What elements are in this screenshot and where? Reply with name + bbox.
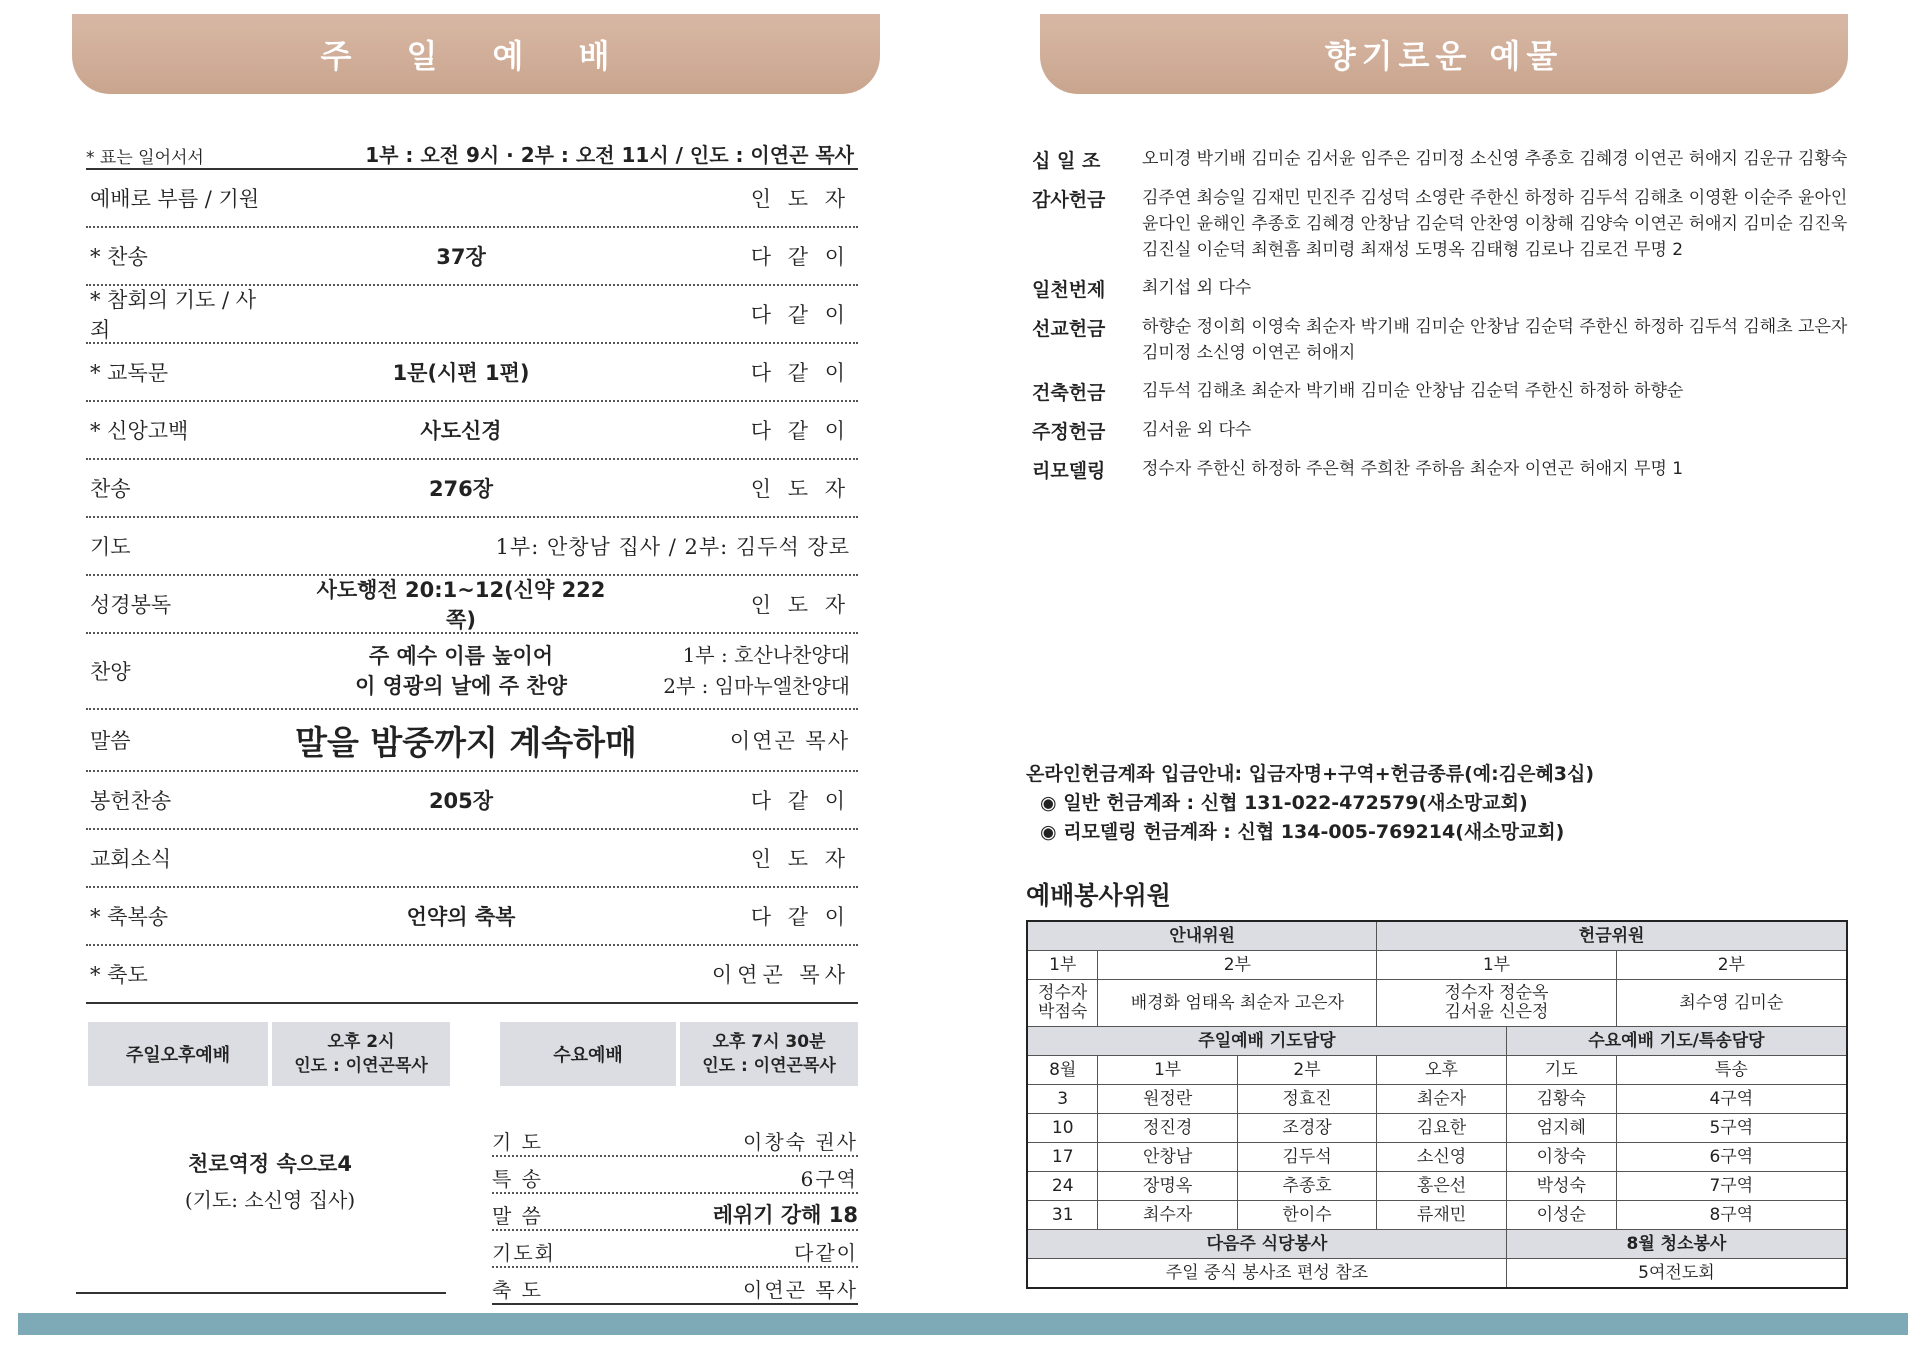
serve-cell: 장명옥 xyxy=(1098,1172,1237,1201)
offering-row xyxy=(1032,417,1852,444)
offering-p1: 1부 xyxy=(1377,951,1616,980)
order-leader: 이연곤 목사 xyxy=(711,963,850,987)
serve-cell: 최수자 xyxy=(1098,1201,1237,1230)
meal-header: 다음주 식당봉사 xyxy=(1027,1230,1506,1259)
serve-col-header: 1부 xyxy=(1098,1056,1237,1085)
serve-row xyxy=(1027,1114,1847,1143)
choir-song-2: 이 영광의 날에 주 찬양 xyxy=(355,674,567,698)
sunday-worship-banner: 주 일 예 배 xyxy=(72,14,880,94)
serve-cell: 이창숙 xyxy=(1506,1143,1616,1172)
meal-value: 주일 중식 봉사조 편성 참조 xyxy=(1027,1259,1506,1289)
order-leader: 다 같 이 xyxy=(750,361,850,385)
order-label: 봉헌찬송 xyxy=(90,789,172,813)
offering-names: 최기섭 외 다수 xyxy=(1142,278,1252,298)
serve-cell: 7구역 xyxy=(1616,1172,1847,1201)
wednesday-leader: 인도 : 이연곤목사 xyxy=(702,1056,836,1076)
serve-title: 예배봉사위원 xyxy=(1026,881,1171,910)
serve-cell: 조경장 xyxy=(1237,1114,1376,1143)
order-row xyxy=(86,518,858,576)
sunday-prayer-header: 주일예배 기도담당 xyxy=(1027,1027,1506,1056)
order-leader: 다 같 이 xyxy=(750,905,850,929)
sermon-title: 말을 밤중까지 계속하매 xyxy=(295,722,637,762)
offering-row xyxy=(1032,378,1852,405)
order-label: * 신앙고백 xyxy=(90,419,189,443)
serve-cell: 5구역 xyxy=(1616,1114,1847,1143)
offering-1a: 정수자 정순옥 xyxy=(1444,983,1549,1003)
wednesday-row xyxy=(492,1231,858,1268)
offerings-banner: 향기로운 예물 xyxy=(1040,14,1848,94)
order-label: 기도 xyxy=(90,535,131,559)
standing-note: * 표는 일어서서 xyxy=(86,148,204,168)
serve-row xyxy=(1027,1201,1847,1230)
order-row xyxy=(86,170,858,228)
order-item: 205장 xyxy=(428,789,494,813)
serve-cell: 엄지혜 xyxy=(1506,1114,1616,1143)
order-leader: 인 도 자 xyxy=(750,187,850,211)
serve-cell: 이성순 xyxy=(1506,1201,1616,1230)
serve-col-header: 기도 xyxy=(1506,1056,1616,1085)
serve-cell: 4구역 xyxy=(1616,1085,1847,1114)
clean-header: 8월 청소봉사 xyxy=(1506,1230,1847,1259)
order-label: 찬송 xyxy=(90,477,131,501)
wednesday-service-time xyxy=(680,1022,858,1086)
offering-row xyxy=(1032,146,1852,173)
order-item: 1문(시편 1편) xyxy=(392,361,530,385)
offering-2: 최수영 김미순 xyxy=(1616,980,1847,1027)
usher-header: 안내위원 xyxy=(1027,921,1377,951)
offering-p2: 2부 xyxy=(1616,951,1847,980)
offering-type: 선교헌금 xyxy=(1032,318,1106,340)
bank-info xyxy=(1026,760,1594,847)
wednesday-key: 기도회 xyxy=(492,1241,556,1265)
serve-cell: 17 xyxy=(1027,1143,1098,1172)
offering-names: 하향순 정이희 이영숙 최순자 박기배 김미순 안창남 김순덕 주한신 하정하 김두석 김해초 고은자 김미정 소신영 이연곤 허애지 xyxy=(1142,317,1848,363)
serve-cell: 한이수 xyxy=(1237,1201,1376,1230)
usher-p1: 1부 xyxy=(1027,951,1098,980)
wednesday-time: 오후 7시 30분 xyxy=(712,1032,826,1052)
offerings-list xyxy=(1032,146,1852,495)
wed-prayer-header: 수요예배 기도/특송담당 xyxy=(1506,1027,1847,1056)
order-leader: 인 도 자 xyxy=(750,593,850,617)
usher-p2: 2부 xyxy=(1098,951,1377,980)
serve-col-header: 특송 xyxy=(1616,1056,1847,1085)
service-times: 1부 : 오전 9시 · 2부 : 오전 11시 / 인도 : 이연곤 목사 xyxy=(365,143,854,167)
order-label: 교회소식 xyxy=(90,847,172,871)
wednesday-key: 말 씀 xyxy=(492,1204,543,1228)
order-label: * 찬송 xyxy=(90,245,148,269)
offering-names: 오미경 박기배 김미순 김서윤 임주은 김미정 소신영 추종호 김혜경 이연곤 허애지 김운규 김황숙 xyxy=(1142,149,1848,169)
wednesday-value: 6구역 xyxy=(800,1167,858,1191)
choir-song-1: 주 예수 이름 높이어 xyxy=(368,644,554,668)
serve-cell: 박성숙 xyxy=(1506,1172,1616,1201)
choir-2: 2부 : 임마누엘찬양대 xyxy=(663,674,850,698)
wednesday-service-name: 수요예배 xyxy=(500,1022,676,1086)
order-item: 276장 xyxy=(428,477,494,501)
order-item: 사도신경 xyxy=(420,419,502,443)
afternoon-sermon xyxy=(90,1148,450,1213)
serve-col-header: 2부 xyxy=(1237,1056,1376,1085)
afternoon-service-name: 주일오후예배 xyxy=(88,1022,268,1086)
divider xyxy=(76,1292,446,1294)
wednesday-value: 이창숙 권사 xyxy=(743,1130,858,1154)
serve-table xyxy=(1026,920,1848,1289)
serve-row xyxy=(1027,1143,1847,1172)
preacher: 이연곤 목사 xyxy=(729,729,850,753)
remodel-account: ◉ 리모델링 헌금계좌 : 신협 134-005-769214(새소망교회) xyxy=(1040,821,1565,843)
order-leader: 인 도 자 xyxy=(750,847,850,871)
afternoon-service-time xyxy=(272,1022,450,1086)
order-leader: 인 도 자 xyxy=(750,477,850,501)
wednesday-key: 특 송 xyxy=(492,1167,543,1191)
serve-cell: 김요한 xyxy=(1377,1114,1507,1143)
serve-cell: 원정란 xyxy=(1098,1085,1237,1114)
choir-songs xyxy=(316,640,606,700)
order-item: 사도행전 20:1~12(신약 222쪽) xyxy=(316,578,606,632)
order-row xyxy=(86,402,858,460)
offering-type: 주정헌금 xyxy=(1032,421,1106,443)
order-label: * 축도 xyxy=(90,963,148,987)
order-row xyxy=(86,344,858,402)
offering-type: 감사헌금 xyxy=(1032,189,1106,211)
wednesday-value: 이연곤 목사 xyxy=(743,1278,858,1302)
offering-header: 헌금위원 xyxy=(1377,921,1847,951)
order-row xyxy=(86,946,858,1004)
offering-row xyxy=(1032,456,1852,483)
serve-cell: 김황숙 xyxy=(1506,1085,1616,1114)
wednesday-row xyxy=(492,1268,858,1305)
wednesday-order xyxy=(492,1120,858,1305)
offering-type: 일천번제 xyxy=(1032,279,1106,301)
offering-row xyxy=(1032,275,1852,302)
order-row xyxy=(86,576,858,634)
bank-guide: 온라인헌금계좌 입금안내: 입금자명+구역+헌금종류(예:김은혜3십) xyxy=(1026,763,1595,785)
wednesday-value: 레위기 강해 18 xyxy=(712,1203,858,1227)
offering-row xyxy=(1032,314,1852,366)
offering-1b: 김서윤 신은정 xyxy=(1444,1002,1549,1022)
order-leader: 다 같 이 xyxy=(750,789,850,813)
order-row xyxy=(86,888,858,946)
serve-col-header: 오후 xyxy=(1377,1056,1507,1085)
order-leader: 다 같 이 xyxy=(750,245,850,269)
serve-cell: 소신영 xyxy=(1377,1143,1507,1172)
order-label: 말씀 xyxy=(90,729,131,753)
order-item: 37장 xyxy=(436,245,486,269)
order-item: 언약의 축복 xyxy=(406,905,516,929)
order-of-service xyxy=(86,130,858,1004)
wednesday-key: 축 도 xyxy=(492,1278,543,1302)
choir-names xyxy=(663,640,850,702)
serve-cell: 홍은선 xyxy=(1377,1172,1507,1201)
serve-cell: 안창남 xyxy=(1098,1143,1237,1172)
serve-cell: 류재민 xyxy=(1377,1201,1507,1230)
order-row xyxy=(86,830,858,888)
general-account: ◉ 일반 헌금계좌 : 신협 131-022-472579(새소망교회) xyxy=(1040,792,1528,814)
serve-col-header: 8월 xyxy=(1027,1056,1098,1085)
usher-1: 정수자 박점숙 xyxy=(1027,980,1098,1027)
serve-cell: 10 xyxy=(1027,1114,1098,1143)
afternoon-prayer: (기도: 소신영 집사) xyxy=(184,1188,356,1212)
order-leader: 다 같 이 xyxy=(750,303,850,327)
serve-cell: 정효진 xyxy=(1237,1085,1376,1114)
serve-cell: 8구역 xyxy=(1616,1201,1847,1230)
order-header xyxy=(86,130,858,170)
offering-names: 정수자 주한신 하정하 주은혁 주희찬 주하음 최순자 이연곤 허애지 무명 1 xyxy=(1142,459,1684,479)
afternoon-leader: 인도 : 이연곤목사 xyxy=(294,1056,428,1076)
order-label: * 축복송 xyxy=(90,905,169,929)
offering-type: 리모델링 xyxy=(1032,460,1106,482)
offering-row xyxy=(1032,185,1852,263)
bottom-bar xyxy=(18,1313,1908,1335)
offering-type: 십 일 조 xyxy=(1032,150,1101,172)
serve-cell: 6구역 xyxy=(1616,1143,1847,1172)
wednesday-key: 기 도 xyxy=(492,1130,543,1154)
order-label: 예배로 부름 / 기원 xyxy=(90,187,260,211)
order-row xyxy=(86,228,858,286)
afternoon-sermon-title: 천로역정 속으로4 xyxy=(188,1152,352,1176)
order-row xyxy=(86,460,858,518)
order-label: * 참회의 기도 / 사죄 xyxy=(90,288,256,342)
order-row-sermon xyxy=(86,710,858,772)
serve-cell: 3 xyxy=(1027,1085,1098,1114)
wednesday-row xyxy=(492,1194,858,1231)
offering-1 xyxy=(1377,980,1616,1027)
wednesday-row xyxy=(492,1120,858,1157)
order-label: * 교독문 xyxy=(90,361,169,385)
offering-names: 김서윤 외 다수 xyxy=(1142,420,1252,440)
order-label: 성경봉독 xyxy=(90,593,172,617)
wednesday-row xyxy=(492,1157,858,1194)
serve-row xyxy=(1027,1172,1847,1201)
order-row xyxy=(86,286,858,344)
order-row xyxy=(86,772,858,830)
serve-cell: 31 xyxy=(1027,1201,1098,1230)
choir-1: 1부 : 호산나찬양대 xyxy=(682,643,850,667)
serve-cell: 추종호 xyxy=(1237,1172,1376,1201)
serve-cell: 김두석 xyxy=(1237,1143,1376,1172)
usher-2: 배경화 엄태옥 최순자 고은자 xyxy=(1098,980,1377,1027)
serve-cell: 24 xyxy=(1027,1172,1098,1201)
order-leader: 1부: 안창남 집사 / 2부: 김두석 장로 xyxy=(495,535,850,559)
serve-row xyxy=(1027,1085,1847,1114)
offering-names: 김두석 김해초 최순자 박기배 김미순 안창남 김순덕 주한신 하정하 하향순 xyxy=(1142,381,1684,401)
afternoon-time: 오후 2시 xyxy=(327,1032,395,1052)
order-row-choir xyxy=(86,634,858,710)
serve-cell: 최순자 xyxy=(1377,1085,1507,1114)
wednesday-value: 다같이 xyxy=(794,1241,858,1265)
clean-value: 5여전도회 xyxy=(1506,1259,1847,1289)
offering-type: 건축헌금 xyxy=(1032,382,1106,404)
serve-cell: 정진경 xyxy=(1098,1114,1237,1143)
order-label: 찬양 xyxy=(90,660,131,684)
order-leader: 다 같 이 xyxy=(750,419,850,443)
offering-names: 김주연 최승일 김재민 민진주 김성덕 소영란 주한신 하정하 김두석 김해초 이영환 이순주 윤아인 윤다인 윤해인 추종호 김혜경 안창남 김순덕 안찬영 이창해 김양숙 이연곤 허애지 김미순 김진욱 김진실 이순덕 최현흠 최미령 최재성 도명옥 김태형 김로나 김로건 무명 2 xyxy=(1142,188,1848,260)
